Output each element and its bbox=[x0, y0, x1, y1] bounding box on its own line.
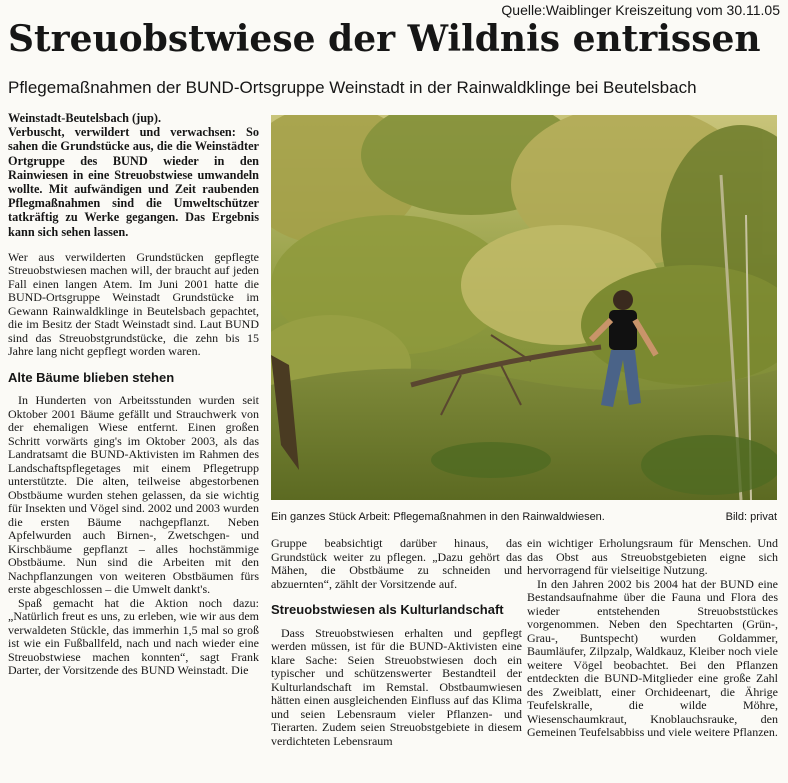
article-photo bbox=[271, 115, 777, 500]
photo-image bbox=[271, 115, 777, 500]
body-paragraph: Wer aus verwilderten Grundstücken gepflegte Streuobstwiesen machen will, der braucht auf jeden Fall einen langen Atem. Im Juni 2001 hatte die BUND-Ortsgruppe Weinstadt Grundstücke im Gewann Rainwaldklinge in Beutelsbach gepachtet, die im Besitz der Stadt Weinstadt sind. Laut BUND sind das Streuobstgrundstücke, die zehn bis 15 Jahre lang nicht gepflegt worden waren. bbox=[8, 249, 259, 359]
dateline: Weinstadt-Beutelsbach (jup). bbox=[8, 111, 162, 125]
body-paragraph: Gruppe beabsichtigt darüber hinaus, das Grundstück weiter zu pflegen. „Dazu gehört das Mähen, die Obstbäume zu schneiden und abzuernten“, zählt der Vorsitzende auf. bbox=[271, 537, 522, 591]
article-column-3 bbox=[527, 537, 778, 781]
subheadline: Pflegemaßnahmen der BUND-Ortsgruppe Weinstadt in der Rainwaldklinge bei Beutelsbach bbox=[8, 78, 697, 97]
photo-caption: Ein ganzes Stück Arbeit: Pflegemaßnahmen in den Rainwaldwiesen. bbox=[271, 511, 605, 523]
body-paragraph: Spaß gemacht hat die Aktion noch dazu: „Natürlich freut es uns, zu erleben, wie wir aus dem verwaldeten Stückle, das immerhin 1,5 mal so groß ist wie ein Fußballfeld, nach und nach wieder eine Streuobstwiese machen konnten“, sagt Frank Darter, der Vorsitzende des BUND Weinstadt. Die bbox=[8, 595, 259, 678]
photo-credit: Bild: privat bbox=[725, 511, 777, 523]
body-paragraph: ein wichtiger Erholungsraum für Menschen. Und das Obst aus Streuobstgebieten eigne sich hervorragend für vielseitige Nutzung. bbox=[527, 537, 778, 577]
body-paragraph: In den Jahren 2002 bis 2004 hat der BUND eine Bestandsaufnahme über die Fauna und Flora des wieder entstehenden Streuobststückes vorgenommen. Neben den Spechtarten (Grün-, Grau-, Buntspecht) wurden Goldammer, Baumläufer, Zilpzalp, Waldkauz, Kleiber noch viele weitere Vögel beobachtet. Bei den Pflanzen entdeckten die BUND-Mitglieder eine große Zahl des Zweiblatt, einer Orchideenart, die Ährige Teufelskralle, die wilde Möhre, Wiesenschaumkraut, Knoblauchsrauke, den Gemeinen Teufelsabbiss und viele weitere Pflanzen. bbox=[527, 576, 778, 739]
source-note: Quelle:Waiblinger Kreiszeitung vom 30.11.05 bbox=[501, 2, 780, 18]
section-heading: Alte Bäume blieben stehen bbox=[8, 369, 175, 385]
lead-paragraph bbox=[8, 111, 259, 239]
article-column-2 bbox=[271, 537, 522, 781]
article-column-1 bbox=[8, 111, 259, 779]
section-heading: Streuobstwiesen als Kulturlandschaft bbox=[271, 602, 504, 617]
lead-text: Verbuscht, verwildert und verwachsen: So sahen die Grundstücke aus, die die Weinstädter Ortgruppe des BUND wieder in den Rainwiesen in eine Streuobstwiese umwandeln wollte. Mit aufwändigen und Zeit raubenden Pflegmaßnahmen sind die Umweltschützer tatkräftig zu Werke gegangen. Das Ergebnis kann sich sehen lassen. bbox=[8, 125, 259, 239]
headline: Streuobstwiese der Wildnis entrissen bbox=[8, 18, 761, 60]
body-paragraph: In Hunderten von Arbeitsstunden wurden seit Oktober 2001 Bäume gefällt und Strauchwerk von der ehemaligen Wiese entfernt. Einen großen Schritt vorwärts ging's im Oktober 2003, als das Landratsamt die BUND-Aktivisten im Rahmen des Landschaftspflegetages mit einem Pflegetrupp unterstützte. Die alten, teilweise abgestorbenen Obstbäume wurden stehen gelassen, da sie wichtig für Insekten und Vögel sind. 2002 und 2003 wurden die ersten Bäume nachgepflanzt. Neben Apfelwurden auch Birnen-, Zwetschgen- und Kirschbäume gepflanzt – alles hochstämmige Obstbäume. Nun sind die Arbeiten mit den Nachpflanzungen von weiteren Obstbäumen fürs erste abgeschlossen – die Umwelt dankt's. bbox=[8, 393, 259, 597]
body-paragraph: Dass Streuobstwiesen erhalten und gepflegt werden müssen, ist für die BUND-Aktivisten eine klare Sache: Seien Streuobstwiesen doch ein typischer und schützenswerter Bestandteil der Kulturlandschaft im Remstal. Obstbaumwiesen hätten einen ausgleichenden Einfluss auf das Klima und seien Lebensraum vieler Pflanzen- und Tierarten. Zudem seien Streuobstgebiete in diesem verdichteten Lebensraum bbox=[271, 625, 522, 748]
